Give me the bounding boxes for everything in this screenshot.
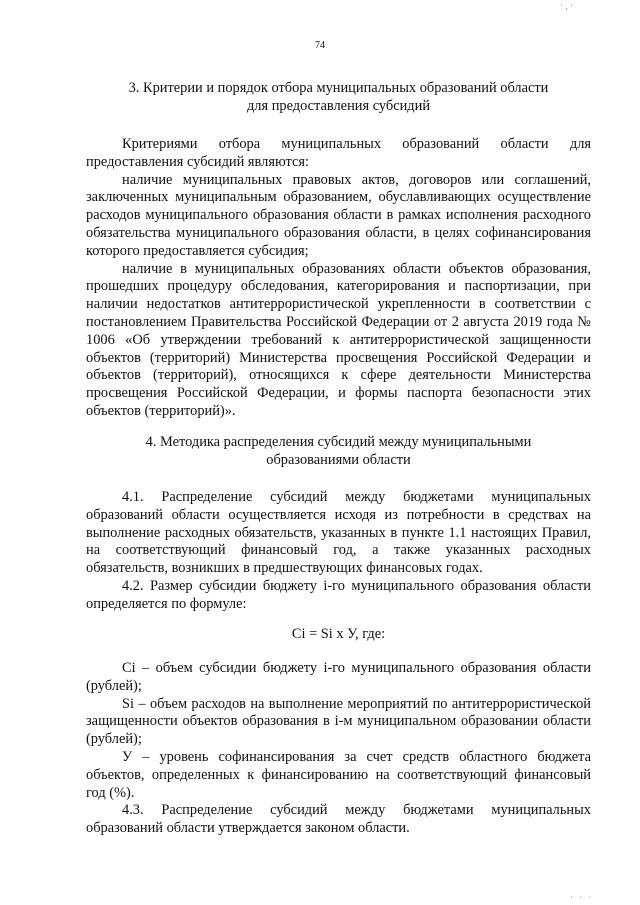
- subsidy-formula: Ci = Si x У, где:: [291, 626, 386, 642]
- criteria-intro-paragraph: Критериями отбора муниципальных образований области для предоставления субсидий являются:: [86, 136, 591, 170]
- section-4-heading-line-1: 4. Методика распределения субсидий между муниципальными: [145, 434, 532, 450]
- section-3-body: [86, 136, 591, 421]
- section-3-heading: [86, 80, 591, 116]
- scan-mark-top: ·¸·: [560, 0, 575, 10]
- paragraph-4-2: 4.2. Размер субсидии бюджету i-го муниципального образования области определяется по формуле:: [86, 577, 591, 612]
- section-3-heading-line-2: для предоставления субсидий: [246, 97, 431, 114]
- section-4-heading: [86, 434, 591, 470]
- definition-si: Si – объем расходов на выполнение мероприятий по антитеррористической защищенности объектов образования в i-м муниципальном образовании области (рублей);: [86, 695, 591, 748]
- definition-u: У – уровень софинансирования за счет средств областного бюджета объектов, определенных к финансированию на соответствующий финансовый год (%).: [86, 748, 591, 801]
- formula-block: [86, 626, 591, 644]
- criteria-item-legal-acts: наличие муниципальных правовых актов, договоров или соглашений, заключенных муниципальным образованием, обуславливающих осуществление расходов муниципального образования области в рамках исполнения расходного обязательства муниципального образования области, в целях софинансирования которого предоставляется субсидия;: [86, 171, 591, 259]
- section-4-heading-line-2: образованиями области: [266, 451, 411, 468]
- scan-mark-bottom: · · ·: [570, 892, 594, 902]
- formula-definitions: [86, 660, 591, 838]
- criteria-item-education-objects: наличие в муниципальных образованиях области объектов образования, прошедших процедуру обследования, категорирования и паспортизации, при наличии недостатков антитеррористической укрепленности в соответствии с постановлением Правительства Российской Федерации от 2 августа 2019 года № 1006 «Об утверждении требований к антитеррористической защищенности объектов (территорий) Министерства просвещения Российской Федерации и объектов (территорий), относящихся к сфере деятельности Министерства просвещения Российской Федерации, и формы паспорта безопасности этих объектов (территорий)».: [86, 260, 591, 419]
- paragraph-4-1: 4.1. Распределение субсидий между бюджетами муниципальных образований области осуществляется исходя из потребности в средствах на выполнение расходных обязательств, указанных в пункте 1.1 настоящих Правил, на соответствующий финансовый год, а также указанных расходных обязательств, возникших в предшествующих финансовых годах.: [86, 489, 591, 577]
- section-4-body: [86, 489, 591, 614]
- definition-ci: Ci – объем субсидии бюджету i-го муниципального образования области (рублей);: [86, 660, 591, 694]
- page-number: 74: [315, 40, 325, 51]
- paragraph-4-3: 4.3. Распределение субсидий между бюджетами муниципальных образований области утверждается законом области.: [86, 802, 591, 837]
- section-3-heading-line-1: 3. Критерии и порядок отбора муниципальных образований области: [128, 80, 549, 96]
